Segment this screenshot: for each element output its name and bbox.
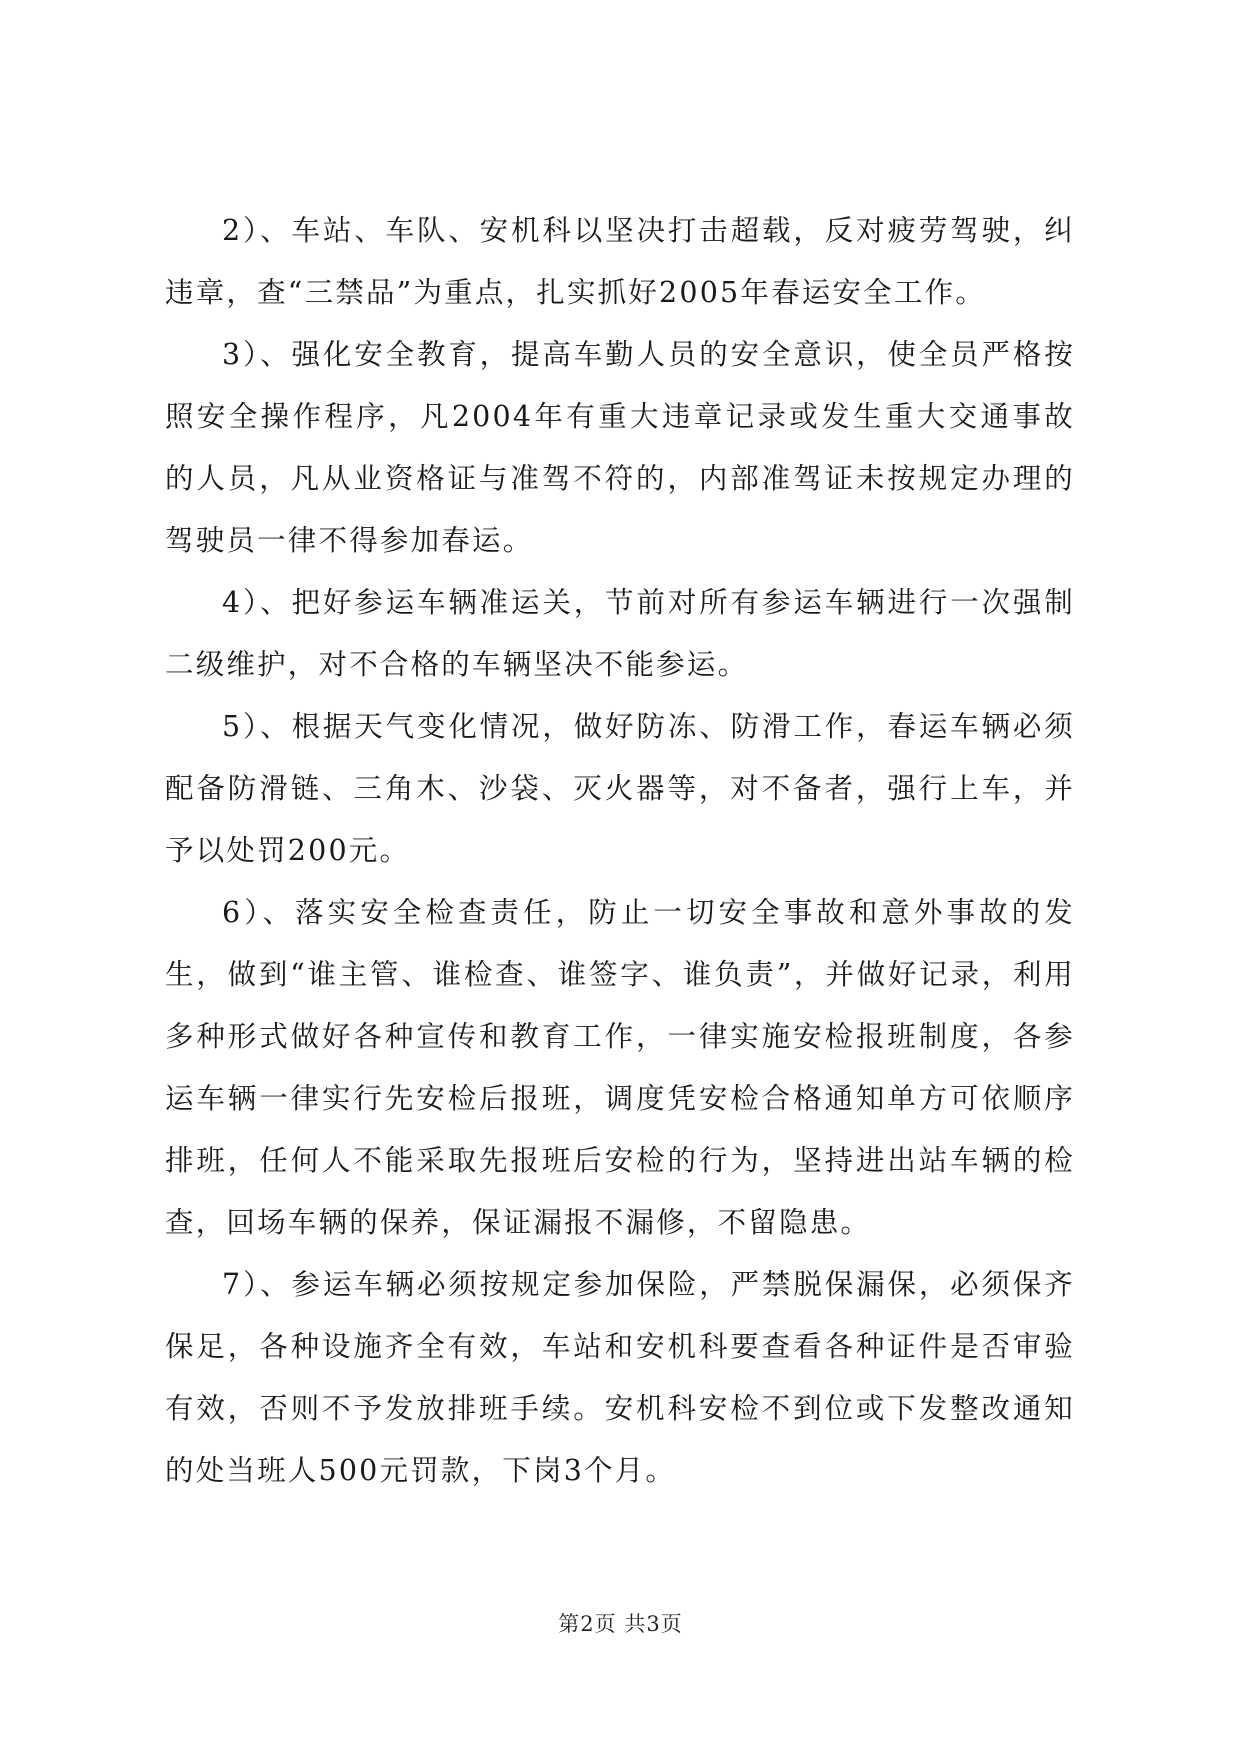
paragraph-item-4: 4）、把好参运车辆准运关，节前对所有参运车辆进行一次强制二级维护，对不合格的车辆坚决不能参运。 <box>165 586 1075 681</box>
paragraph-item-6: 6）、落实安全检查责任，防止一切安全事故和意外事故的发生，做到“谁主管、谁检查、谁签字、谁负责”，并做好记录，利用多种形式做好各种宣传和教育工作，一律实施安检报班制度，各参运车辆一律实行先安检后报班，调度凭安检合格通知单方可依顺序排班，任何人不能采取先报班后安检的行为，坚持进出站车辆的检查，回场车辆的保养，保证漏报不漏修，不留隐患。 <box>165 896 1075 1239</box>
paragraph-item-7: 7）、参运车辆必须按规定参加保险，严禁脱保漏保，必须保齐保足，各种设施齐全有效，车站和安机科要查看各种证件是否审验有效，否则不予发放排班手续。安机科安检不到位或下发整改通知的处当班人500元罚款，下岗3个月。 <box>165 1268 1075 1487</box>
paragraph-item-5: 5）、根据天气变化情况，做好防冻、防滑工作，春运车辆必须配备防滑链、三角木、沙袋、灭火器等，对不备者，强行上车，并予以处罚200元。 <box>165 710 1075 867</box>
document-body <box>165 200 1075 1502</box>
paragraph-item-3: 3）、强化安全教育，提高车勤人员的安全意识，使全员严格按照安全操作程序，凡2004年有重大违章记录或发生重大交通事故的人员，凡从业资格证与准驾不符的，内部准驾证未按规定办理的驾驶员一律不得参加春运。 <box>165 338 1075 557</box>
paragraph-item-2: 2）、车站、车队、安机科以坚决打击超载，反对疲劳驾驶，纠违章，查“三禁品”为重点，扎实抓好2005年春运安全工作。 <box>165 214 1075 309</box>
page-number-footer: 第2页 共3页 <box>558 1612 683 1636</box>
